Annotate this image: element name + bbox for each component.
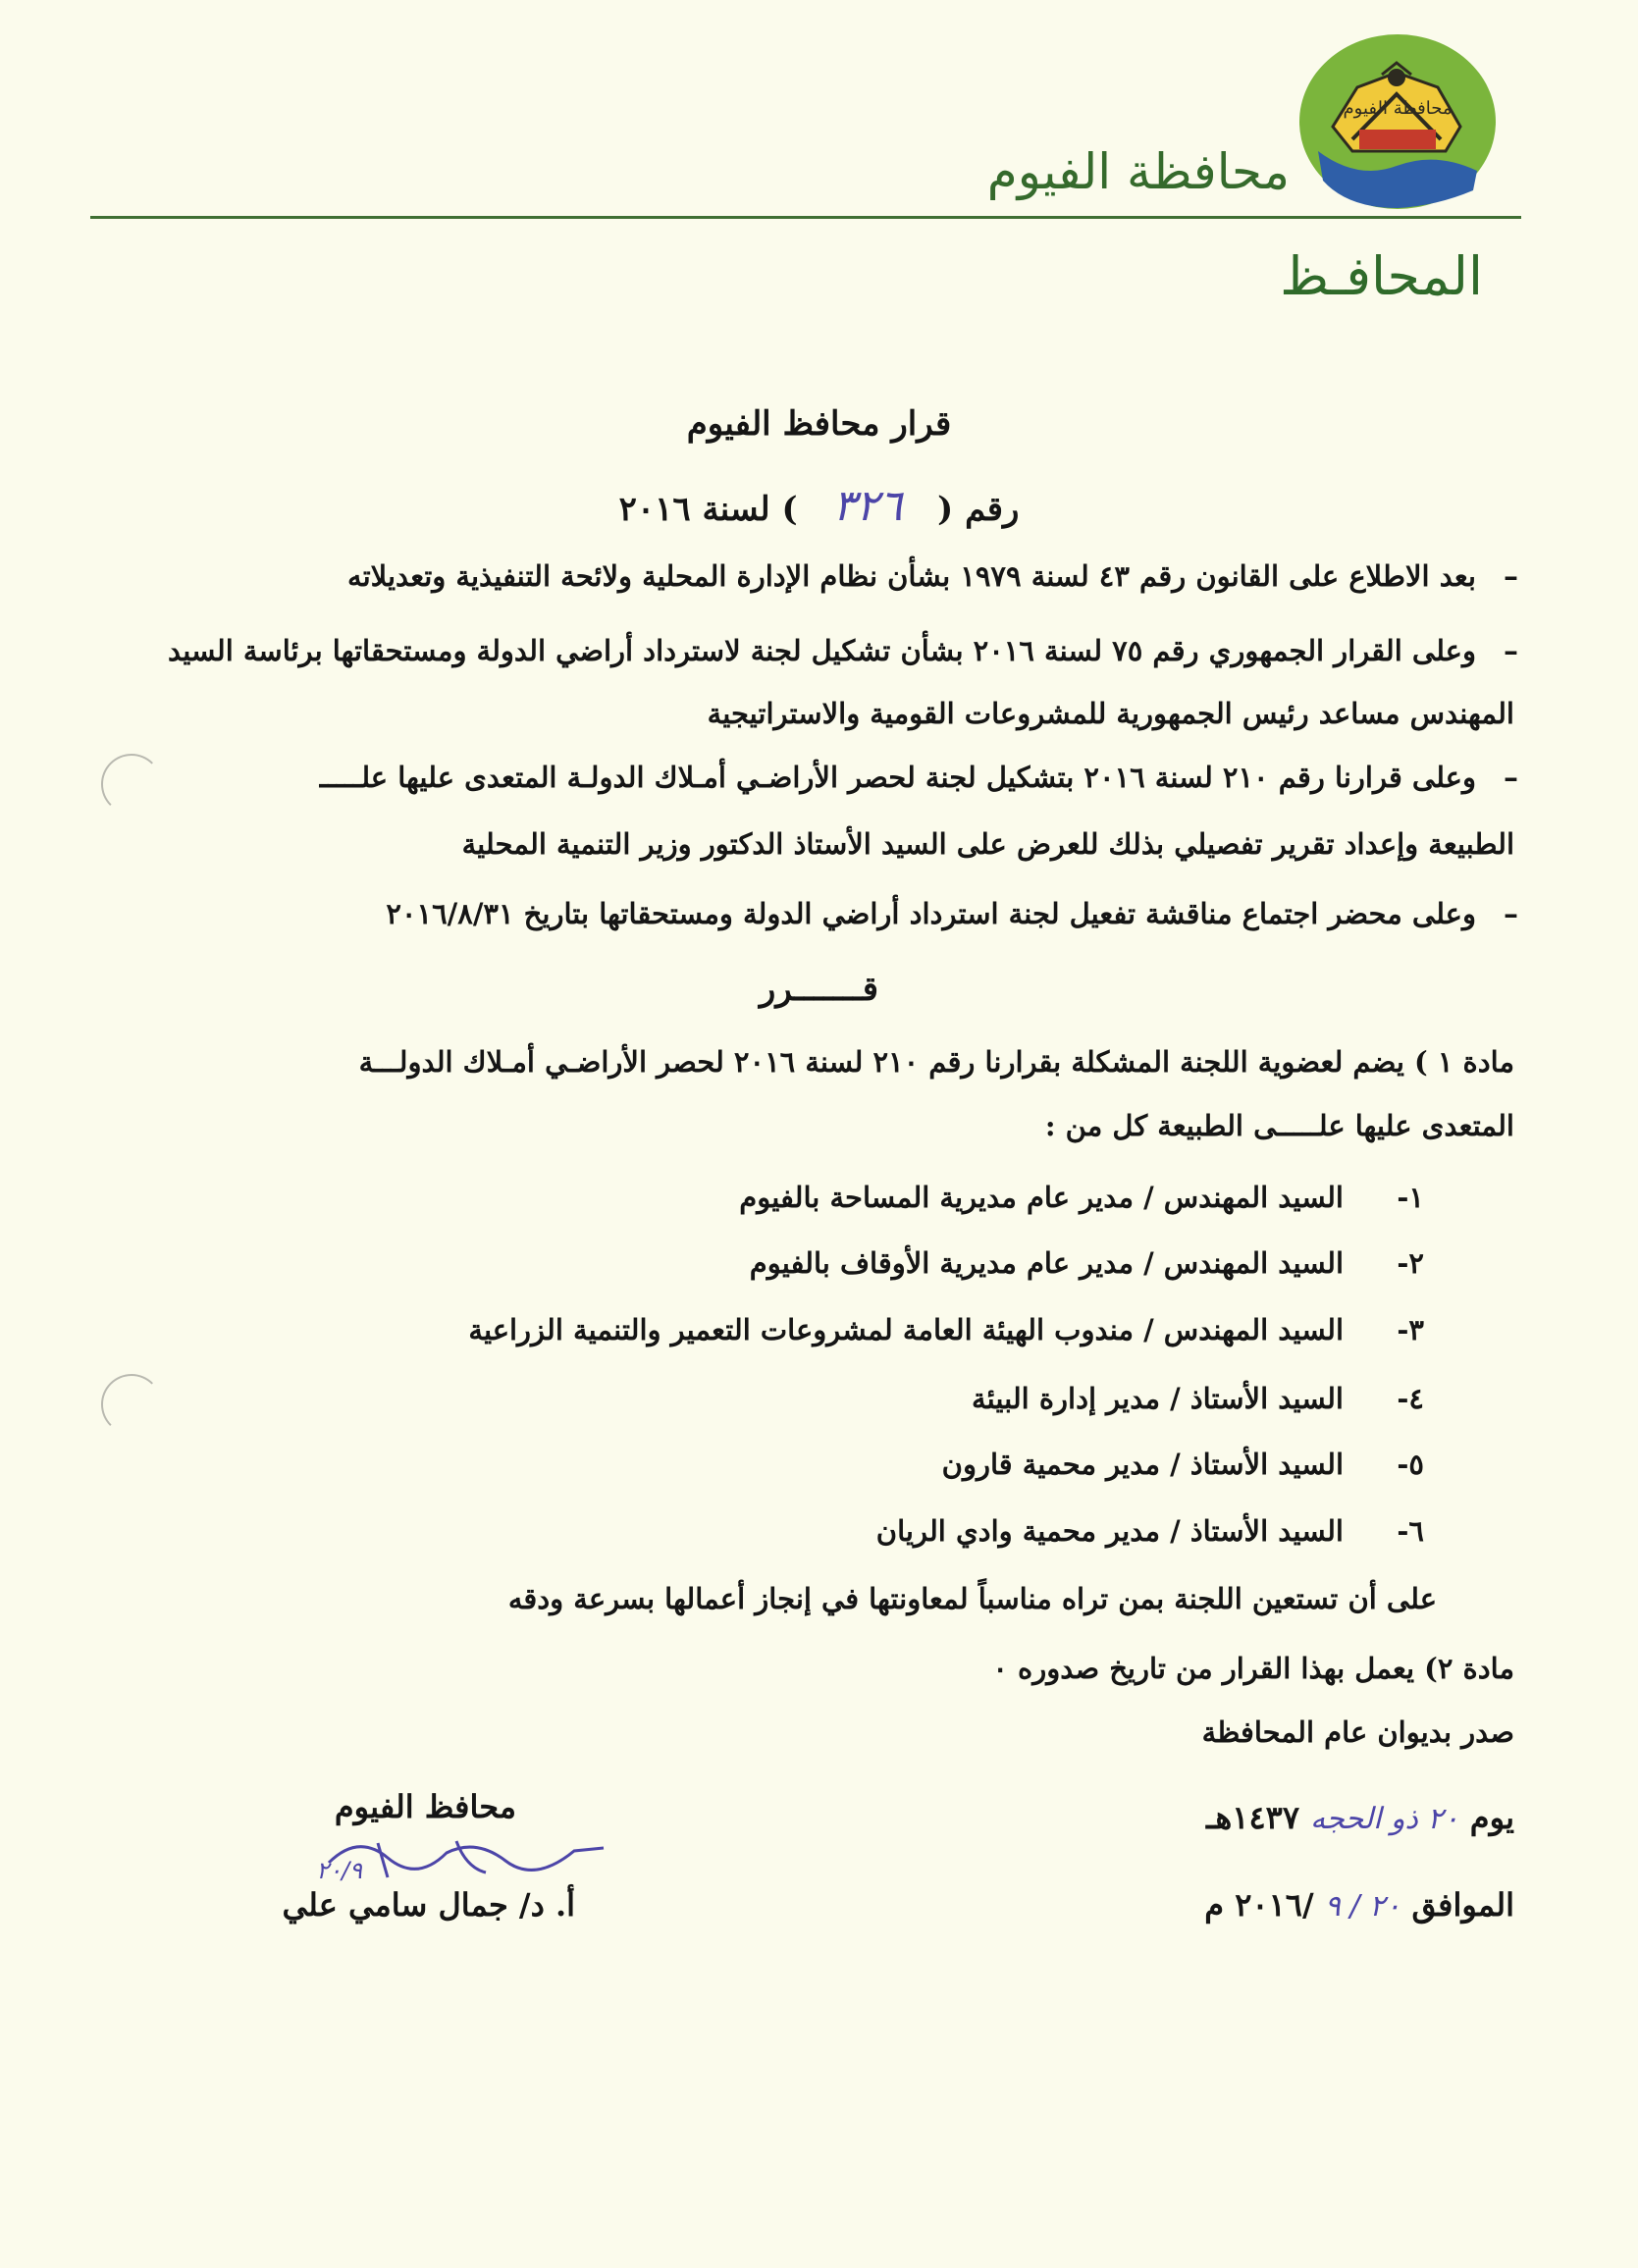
date-hijri-year: ١٤٣٧هـ — [1206, 1799, 1300, 1836]
date-gregorian — [1204, 1886, 1514, 1924]
article-1-line-1: مادة ١ ) يضم لعضوية اللجنة المشكلة بقرارنا رقم ٢١٠ لسنة ٢٠١٦ لحصر الأراضـي أمـلاك الدولـــة — [358, 1045, 1514, 1079]
signatory-name: أ. د/ جمال سامي علي — [282, 1886, 575, 1924]
decree-title: قرار محافظ الفيوم — [686, 404, 952, 444]
governorate-name: محافظة الفيوم — [986, 143, 1290, 200]
date-hijri-label: يوم — [1469, 1799, 1514, 1836]
member-item: السيد الأستاذ / مدير محمية وادي الريان — [875, 1514, 1344, 1548]
signature — [319, 1823, 613, 1892]
member-number: ٥- — [1397, 1448, 1424, 1481]
signatory-title: محافظ الفيوم — [334, 1788, 516, 1825]
punch-hole — [101, 754, 162, 815]
governorate-logo — [1298, 33, 1497, 210]
decree-number — [0, 481, 1638, 531]
member-number: ٣- — [1397, 1313, 1424, 1346]
assistance-note: على أن تستعين اللجنة بمن تراه مناسباً لمعاونتها في إنجاز أعمالها بسرعة ودقه — [507, 1582, 1437, 1615]
signatory-handwritten-date: ٢٠/٩ — [316, 1857, 362, 1884]
member-number: ٢- — [1397, 1246, 1424, 1280]
bullet-dash: – — [1504, 761, 1518, 795]
member-number: ٦- — [1397, 1514, 1424, 1548]
decree-number-value: ٣٢٦ — [832, 481, 903, 531]
article-1-line-2: المتعدى عليها علـــــى الطبيعة كل من : — [1044, 1109, 1514, 1142]
article-2: مادة ٢) يعمل بهذا القرار من تاريخ صدوره ٠ — [992, 1652, 1514, 1685]
member-item: السيد الأستاذ / مدير إدارة البيئة — [972, 1382, 1344, 1415]
issued-at: صدر بديوان عام المحافظة — [1201, 1715, 1514, 1749]
decree-number-suffix: ) لسنة ٢٠١٦ — [618, 490, 798, 529]
preamble-line-4: وعلى قرارنا رقم ٢١٠ لسنة ٢٠١٦ بتشكيل لجنة لحصر الأراضـي أمـلاك الدولـة المتعدى عليها علـــــ — [319, 761, 1476, 794]
preamble-line-3: المهندس مساعد رئيس الجمهورية للمشروعات القومية والاستراتيجية — [707, 697, 1514, 730]
preamble-line-2: وعلى القرار الجمهوري رقم ٧٥ لسنة ٢٠١٦ بشأن تشكيل لجنة لاسترداد أراضي الدولة ومستحقاتها برئاسة السيد — [168, 634, 1476, 667]
member-item: السيد المهندس / مندوب الهيئة العامة لمشروعات التعمير والتنمية الزراعية — [468, 1313, 1344, 1346]
punch-hole — [101, 1374, 162, 1435]
date-hijri — [1206, 1799, 1514, 1836]
bullet-dash: – — [1504, 634, 1518, 668]
preamble-line-1: بعد الاطلاع على القانون رقم ٤٣ لسنة ١٩٧٩ بشأن نظام الإدارة المحلية ولائحة التنفيذية وتعديلاته — [347, 559, 1476, 593]
preamble-line-6: وعلى محضر اجتماع مناقشة تفعيل لجنة استرداد أراضي الدولة ومستحقاتها بتاريخ ٢٠١٦/٨/٣١ — [386, 897, 1476, 930]
date-gregorian-label: الموافق — [1411, 1886, 1514, 1924]
date-gregorian-handwritten: ٢٠ / ٩ — [1324, 1889, 1401, 1924]
date-gregorian-year: /٢٠١٦ م — [1204, 1886, 1314, 1924]
bullet-dash: – — [1504, 897, 1518, 931]
member-item: السيد المهندس / مدير عام مديرية الأوقاف بالفيوم — [749, 1246, 1344, 1280]
decision-heading: قـــــــرر — [759, 970, 879, 1009]
decree-number-prefix: رقم ( — [937, 490, 1020, 529]
member-number: ١- — [1397, 1181, 1424, 1214]
member-number: ٤- — [1397, 1382, 1424, 1415]
date-hijri-handwritten: ٢٠ ذو الحجه — [1310, 1802, 1459, 1836]
bullet-dash: – — [1504, 559, 1518, 594]
member-item: السيد المهندس / مدير عام مديرية المساحة بالفيوم — [739, 1181, 1344, 1214]
member-item: السيد الأستاذ / مدير محمية قارون — [941, 1448, 1344, 1481]
logo-text: محافظة الفيوم — [1343, 98, 1453, 119]
preamble-line-5: الطبيعة وإعداد تقرير تفصيلي بذلك للعرض على السيد الأستاذ الدكتور وزير التنمية المحلية — [461, 827, 1514, 861]
office-title: المحافـظ — [1280, 245, 1483, 307]
header-divider — [90, 216, 1521, 219]
